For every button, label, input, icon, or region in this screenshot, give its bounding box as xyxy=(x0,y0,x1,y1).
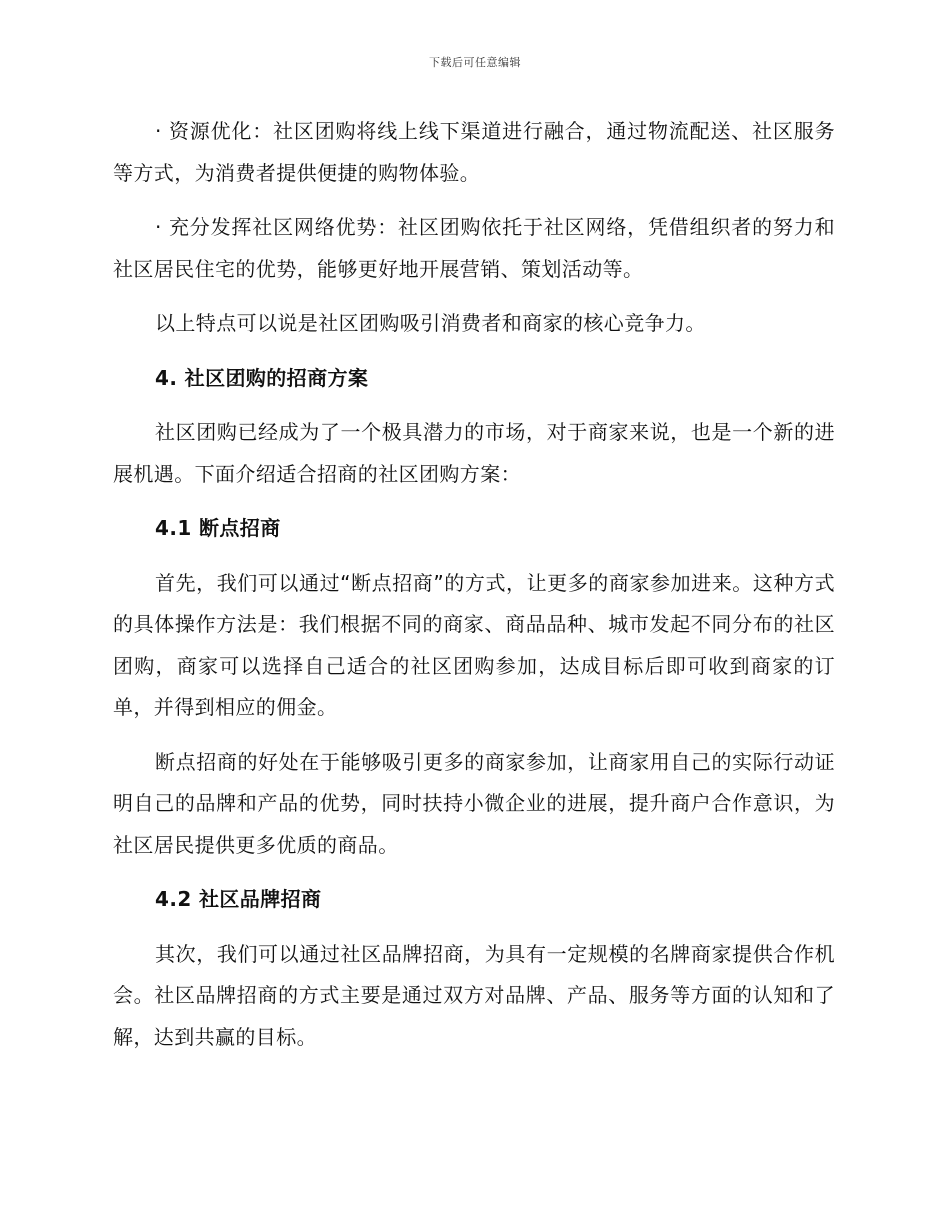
section-4-1-paragraph-1: 首先，我们可以通过“断点招商”的方式，让更多的商家参加进来。这种方式的具体操作方法是：我们根据不同的商家、商品品种、城市发起不同分布的社区团购，商家可以选择自己适合的社区团购参加，达成目标后即可收到商家的订单，并得到相应的佣金。 xyxy=(113,570,835,719)
bullet-paragraph-resource-optimization: · 资源优化：社区团购将线上线下渠道进行融合，通过物流配送、社区服务等方式，为消费者提供便捷的购物体验。 xyxy=(113,119,835,185)
section-heading-4-1: 4.1 断点招商 xyxy=(155,516,281,540)
summary-paragraph: 以上特点可以说是社区团购吸引消费者和商家的核心竞争力。 xyxy=(155,311,706,335)
bullet-paragraph-community-network: · 充分发挥社区网络优势：社区团购依托于社区网络，凭借组织者的努力和社区居民住宅的优势，能够更好地开展营销、策划活动等。 xyxy=(113,215,835,281)
document-body xyxy=(113,111,835,1058)
section-4-1-paragraph-2: 断点招商的好处在于能够吸引更多的商家参加，让商家用自己的实际行动证明自己的品牌和产品的优势，同时扶持小微企业的进展，提升商户合作意识，为社区居民提供更多优质的商品。 xyxy=(113,749,835,857)
section-4-intro-paragraph: 社区团购已经成为了一个极具潜力的市场，对于商家来说，也是一个新的进展机遇。下面介绍适合招商的社区团购方案： xyxy=(113,420,835,486)
section-4-2-paragraph: 其次，我们可以通过社区品牌招商，为具有一定规模的名牌商家提供合作机会。社区品牌招商的方式主要是通过双方对品牌、产品、服务等方面的认知和了解，达到共赢的目标。 xyxy=(113,941,835,1049)
section-heading-4-2: 4.2 社区品牌招商 xyxy=(155,887,322,911)
section-heading-4: 4. 社区团购的招商方案 xyxy=(155,365,369,390)
page-header: 下载后可任意编辑 xyxy=(429,56,521,69)
